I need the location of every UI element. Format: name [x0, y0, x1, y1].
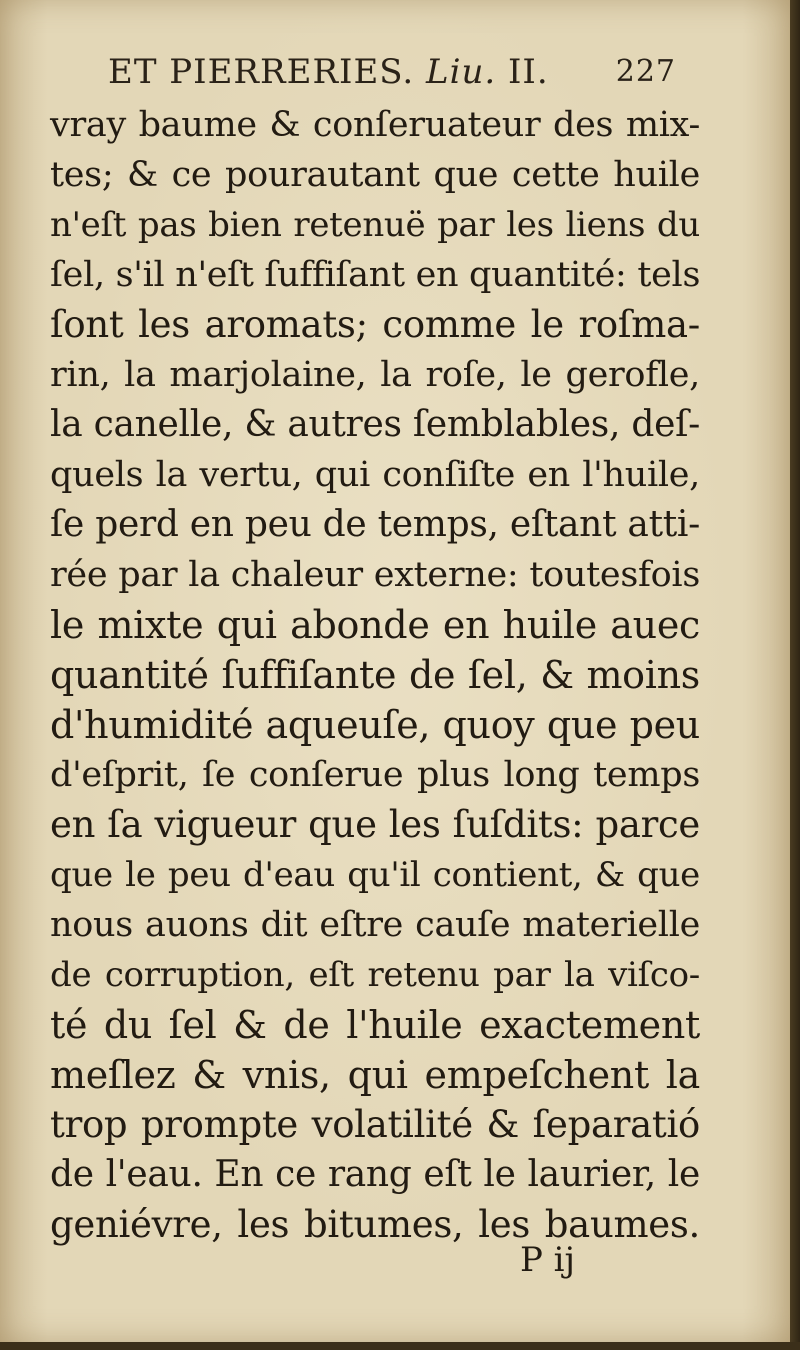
text-line: rée par la chaleur externe: toutesfois	[50, 555, 700, 595]
text-line: nous auons dit eſtre cauſe materielle	[50, 905, 700, 945]
text-line: d'eſprit, ſe conſerue plus long temps	[50, 755, 700, 795]
page-edge-shadow	[790, 0, 800, 1350]
text-line: n'eſt pas bien retenuë par les liens du	[50, 205, 700, 245]
text-line: tes; & ce pourautant que cette huile	[50, 155, 700, 195]
text-line: vray baume & conſeruateur des mix-	[50, 105, 700, 145]
book-abbreviation: Liu.	[426, 52, 497, 92]
text-line: meſlez & vnis, qui empeſchent la	[50, 1053, 700, 1097]
book-reference	[426, 52, 549, 92]
text-line: geniévre, les bitumes, les baumes.	[50, 1203, 700, 1246]
text-line: la canelle, & autres ſemblables, deſ-	[50, 404, 700, 445]
signature-mark: P ij	[520, 1240, 576, 1280]
text-line: de l'eau. En ce rang eſt le laurier, le	[50, 1154, 700, 1195]
text-line: d'humidité aqueuſe, quoy que peu	[50, 703, 700, 747]
text-line: trop prompte volatilité & ſeparatió	[50, 1103, 700, 1146]
text-line: ſont les aromats; comme le roſma-	[50, 303, 700, 346]
text-line: té du ſel & de l'huile exactement	[50, 1003, 700, 1047]
text-line: le mixte qui abonde en huile auec	[50, 603, 700, 647]
text-line: ſe perd en peu de temps, eſtant atti-	[50, 504, 700, 545]
running-title: ET PIERRERIES.	[108, 52, 415, 92]
page-number: 227	[615, 54, 676, 89]
page-bottom-edge	[0, 1342, 800, 1350]
text-line: quantité ſuffiſante de ſel, & moins	[50, 653, 700, 697]
book-number: II.	[507, 52, 549, 92]
text-line: rin, la marjolaine, la roſe, le gerofle,	[50, 355, 700, 395]
text-line: de corruption, eſt retenu par la viſco-	[50, 955, 700, 995]
text-line: que le peu d'eau qu'il contient, & que	[50, 855, 700, 895]
text-line: ſel, s'il n'eſt ſuffiſant en quantité: tels	[50, 255, 701, 295]
page-header	[108, 52, 688, 96]
text-line: quels la vertu, qui conſiſte en l'huile,	[50, 455, 700, 495]
body-text	[50, 100, 701, 1246]
text-line: en ſa vigueur que les ſuſdits: parce	[50, 803, 700, 846]
